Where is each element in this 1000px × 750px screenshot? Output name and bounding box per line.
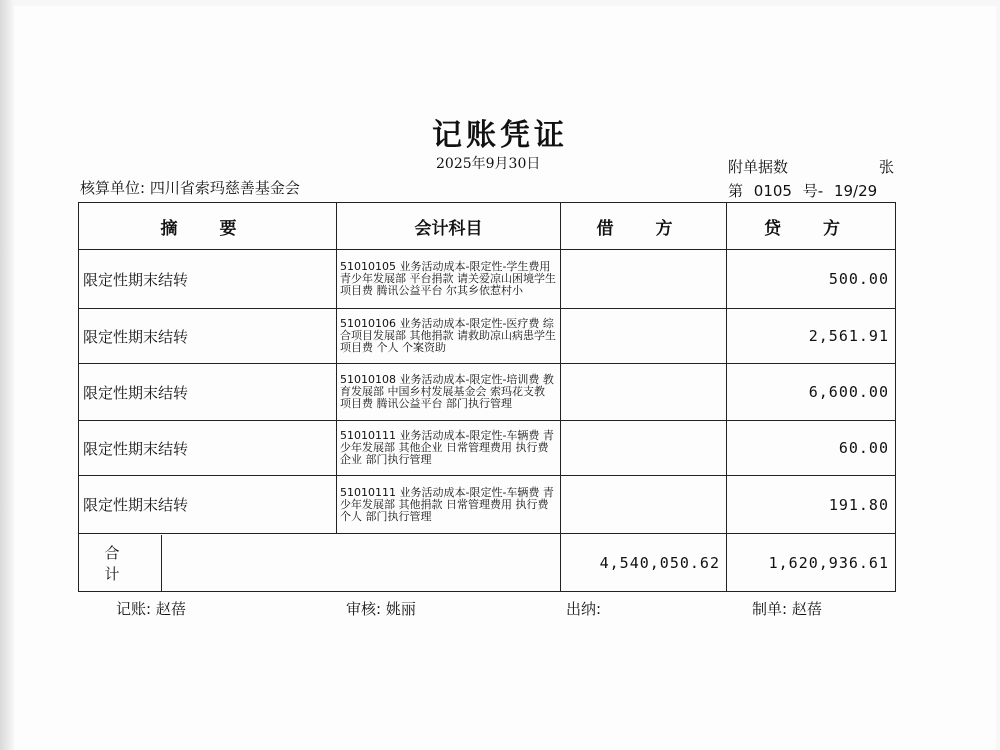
voucher-suffix: 号-	[802, 182, 824, 200]
table-row	[79, 364, 896, 421]
total-credit: 1,620,936.61	[727, 534, 896, 592]
unit-name: 四川省索玛慈善基金会	[149, 179, 300, 197]
reviewer-label: 审核:	[346, 600, 382, 618]
preparer-sign	[752, 598, 822, 619]
header-account: 会计科目	[337, 203, 561, 250]
table-row	[79, 476, 896, 534]
header-debit: 借 方	[561, 203, 727, 250]
row-credit: 500.00	[727, 250, 896, 309]
document-title: 记账凭证	[432, 118, 568, 153]
row-debit	[561, 364, 727, 421]
row-account: 51010106 业务活动成本-限定性-医疗费 综合项目发展部 其他捐款 请救助凉山病患学生 项目费 个人 个案资助	[337, 309, 561, 364]
cashier-sign	[566, 598, 601, 619]
row-summary: 限定性期末结转	[79, 364, 337, 421]
unit-label: 核算单位:	[80, 179, 146, 197]
voucher-date: 2025年9月30日	[436, 156, 541, 172]
table-row	[79, 421, 896, 476]
row-summary: 限定性期末结转	[79, 421, 337, 476]
reviewer-sign	[346, 598, 416, 619]
preparer-label: 制单:	[752, 600, 788, 618]
row-summary: 限定性期末结转	[79, 476, 337, 534]
row-account: 51010108 业务活动成本-限定性-培训费 教育发展部 中国乡村发展基金会 索玛花支教 项目费 腾讯公益平台 部门执行管理	[337, 364, 561, 421]
header-credit: 贷 方	[727, 203, 896, 250]
header-row	[79, 203, 896, 250]
row-debit	[561, 476, 727, 534]
total-label: 合 计	[79, 535, 162, 591]
row-summary: 限定性期末结转	[79, 309, 337, 364]
header-summary: 摘 要	[79, 203, 337, 250]
row-debit	[561, 250, 727, 309]
row-credit: 2,561.91	[727, 309, 896, 364]
accounting-unit	[80, 177, 300, 198]
voucher-table	[78, 202, 896, 592]
total-cell	[79, 534, 561, 592]
row-credit: 191.80	[727, 476, 896, 534]
voucher-number	[728, 180, 883, 201]
bookkeeper-sign	[116, 598, 186, 619]
table-row	[79, 309, 896, 364]
row-account: 51010111 业务活动成本-限定性-车辆费 青少年发展部 其他捐款 日常管理费用 执行费 个人 部门执行管理	[337, 476, 561, 534]
attachments-label: 附单据数	[728, 158, 789, 176]
row-debit	[561, 421, 727, 476]
row-credit: 6,600.00	[727, 364, 896, 421]
total-row	[79, 534, 896, 592]
table-row	[79, 250, 896, 309]
voucher-page: 19/29	[833, 182, 878, 200]
voucher-no-value: 0105	[753, 182, 792, 200]
preparer-name: 赵蓓	[791, 600, 822, 618]
total-debit: 4,540,050.62	[561, 534, 727, 592]
row-credit: 60.00	[727, 421, 896, 476]
cashier-label: 出纳:	[566, 600, 602, 618]
bookkeeper-name: 赵蓓	[155, 600, 186, 618]
row-account: 51010105 业务活动成本-限定性-学生费用 青少年发展部 平台捐款 请关爱凉山困境学生 项目费 腾讯公益平台 尔其乡依惹村小	[337, 250, 561, 309]
row-account: 51010111 业务活动成本-限定性-车辆费 青少年发展部 其他企业 日常管理费用 执行费 企业 部门执行管理	[337, 421, 561, 476]
attachments	[728, 156, 894, 177]
bookkeeper-label: 记账:	[116, 600, 152, 618]
attachments-unit: 张	[878, 158, 894, 176]
row-summary: 限定性期末结转	[79, 250, 337, 309]
row-debit	[561, 309, 727, 364]
voucher-prefix: 第	[728, 182, 744, 200]
reviewer-name: 姚丽	[385, 600, 416, 618]
